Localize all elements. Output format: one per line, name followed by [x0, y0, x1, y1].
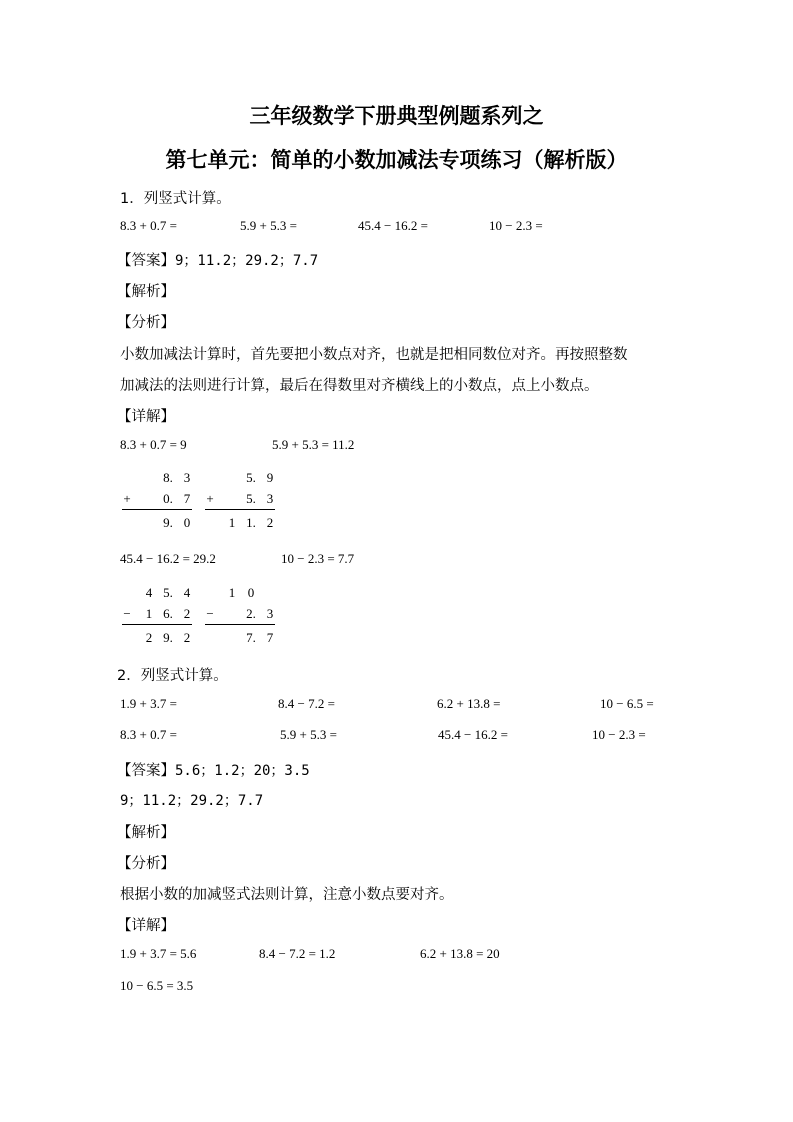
digit: 3 — [183, 470, 191, 485]
q1-detail-eq-4: 10 − 2.3 = 7.7 — [281, 551, 355, 566]
digit: 9. — [163, 630, 173, 645]
digit: 4 — [183, 585, 191, 600]
underline — [122, 624, 192, 625]
answer-label: 【答案】 — [117, 763, 175, 779]
q1-fenxi-text-2: 加减法的法则进行计算，最后在得数里对齐横线上的小数点，点上小数点。 — [120, 378, 599, 394]
vertical-calc-2 — [203, 470, 278, 540]
document-subtitle: 第七单元：简单的小数加减法专项练习（解析版） — [165, 148, 628, 172]
q2-expression-7: 45.4 − 16.2 = — [438, 727, 508, 742]
q2-answer — [117, 759, 310, 780]
answer-text: 9；11.2；29.2；7.7 — [175, 253, 319, 269]
digit: 1 — [145, 606, 153, 621]
digit: 6. — [163, 606, 173, 621]
q1-answer — [117, 249, 318, 270]
minus-sign: − — [206, 606, 214, 621]
q1-detail-eq-1: 8.3 + 0.7 = 9 — [120, 437, 187, 452]
q2-expression-8: 10 − 2.3 = — [592, 727, 646, 742]
document-title: 三年级数学下册典型例题系列之 — [249, 104, 544, 128]
q2-expression-1: 1.9 + 3.7 = — [120, 696, 177, 711]
minus-sign: − — [123, 606, 131, 621]
answer-text-1: 5.6；1.2；20；3.5 — [175, 763, 310, 779]
digit: 9 — [266, 470, 274, 485]
vertical-calc-4 — [203, 585, 278, 655]
q2-fenxi-heading: 【分析】 — [117, 856, 175, 872]
digit: 8. — [163, 470, 173, 485]
q1-analysis-heading: 【解析】 — [117, 284, 175, 300]
digit: 7. — [246, 630, 256, 645]
q1-expression-3: 45.4 − 16.2 = — [358, 218, 428, 233]
q2-detail-eq-1: 1.9 + 3.7 = 5.6 — [120, 946, 197, 961]
q1-detail-eq-3: 45.4 − 16.2 = 29.2 — [120, 551, 216, 566]
digit: 0. — [163, 491, 173, 506]
vertical-calc-3 — [120, 585, 195, 655]
underline — [205, 509, 275, 510]
q2-expression-2: 8.4 − 7.2 = — [278, 696, 335, 711]
digit: 9. — [163, 515, 173, 530]
digit: 5. — [246, 470, 256, 485]
digit: 2 — [266, 515, 274, 530]
q1-expression-4: 10 − 2.3 = — [489, 218, 543, 233]
digit: 1 — [228, 585, 236, 600]
q2-detail-eq-2: 8.4 − 7.2 = 1.2 — [259, 946, 336, 961]
digit: 0 — [247, 585, 255, 600]
vertical-calc-1 — [120, 470, 195, 540]
digit: 0 — [183, 515, 191, 530]
digit: 2. — [246, 606, 256, 621]
digit: 2 — [183, 606, 191, 621]
q2-expression-3: 6.2 + 13.8 = — [437, 696, 501, 711]
digit: 7 — [183, 491, 191, 506]
digit: 4 — [145, 585, 153, 600]
q2-expression-4: 10 − 6.5 = — [600, 696, 654, 711]
question-2-prompt: 2．列竖式计算。 — [117, 668, 228, 684]
q2-detail-eq-3: 6.2 + 13.8 = 20 — [420, 946, 500, 961]
digit: 5. — [163, 585, 173, 600]
q1-fenxi-heading: 【分析】 — [117, 315, 175, 331]
digit: 3 — [266, 606, 274, 621]
q2-expression-5: 8.3 + 0.7 = — [120, 727, 177, 742]
q1-detail-eq-2: 5.9 + 5.3 = 11.2 — [272, 437, 355, 452]
digit: 2 — [145, 630, 153, 645]
digit: 7 — [266, 630, 274, 645]
q2-detail-heading: 【详解】 — [117, 918, 175, 934]
q1-detail-heading: 【详解】 — [117, 409, 175, 425]
plus-sign: + — [123, 491, 131, 506]
answer-label: 【答案】 — [117, 253, 175, 269]
q1-expression-2: 5.9 + 5.3 = — [240, 218, 297, 233]
underline — [205, 624, 275, 625]
q2-detail-eq-4: 10 − 6.5 = 3.5 — [120, 978, 194, 993]
digit: 1. — [246, 515, 256, 530]
digit: 1 — [228, 515, 236, 530]
digit: 5. — [246, 491, 256, 506]
q1-fenxi-text-1: 小数加减法计算时，首先要把小数点对齐，也就是把相同数位对齐。再按照整数 — [120, 347, 628, 363]
underline — [122, 509, 192, 510]
question-1-prompt: 1．列竖式计算。 — [120, 191, 231, 207]
digit: 3 — [266, 491, 274, 506]
digit: 2 — [183, 630, 191, 645]
plus-sign: + — [206, 491, 214, 506]
answer-text-2: 9；11.2；29.2；7.7 — [120, 793, 264, 809]
q2-expression-6: 5.9 + 5.3 = — [280, 727, 337, 742]
q2-fenxi-text: 根据小数的加减竖式法则计算，注意小数点要对齐。 — [120, 887, 454, 903]
q2-analysis-heading: 【解析】 — [117, 825, 175, 841]
q1-expression-1: 8.3 + 0.7 = — [120, 218, 177, 233]
